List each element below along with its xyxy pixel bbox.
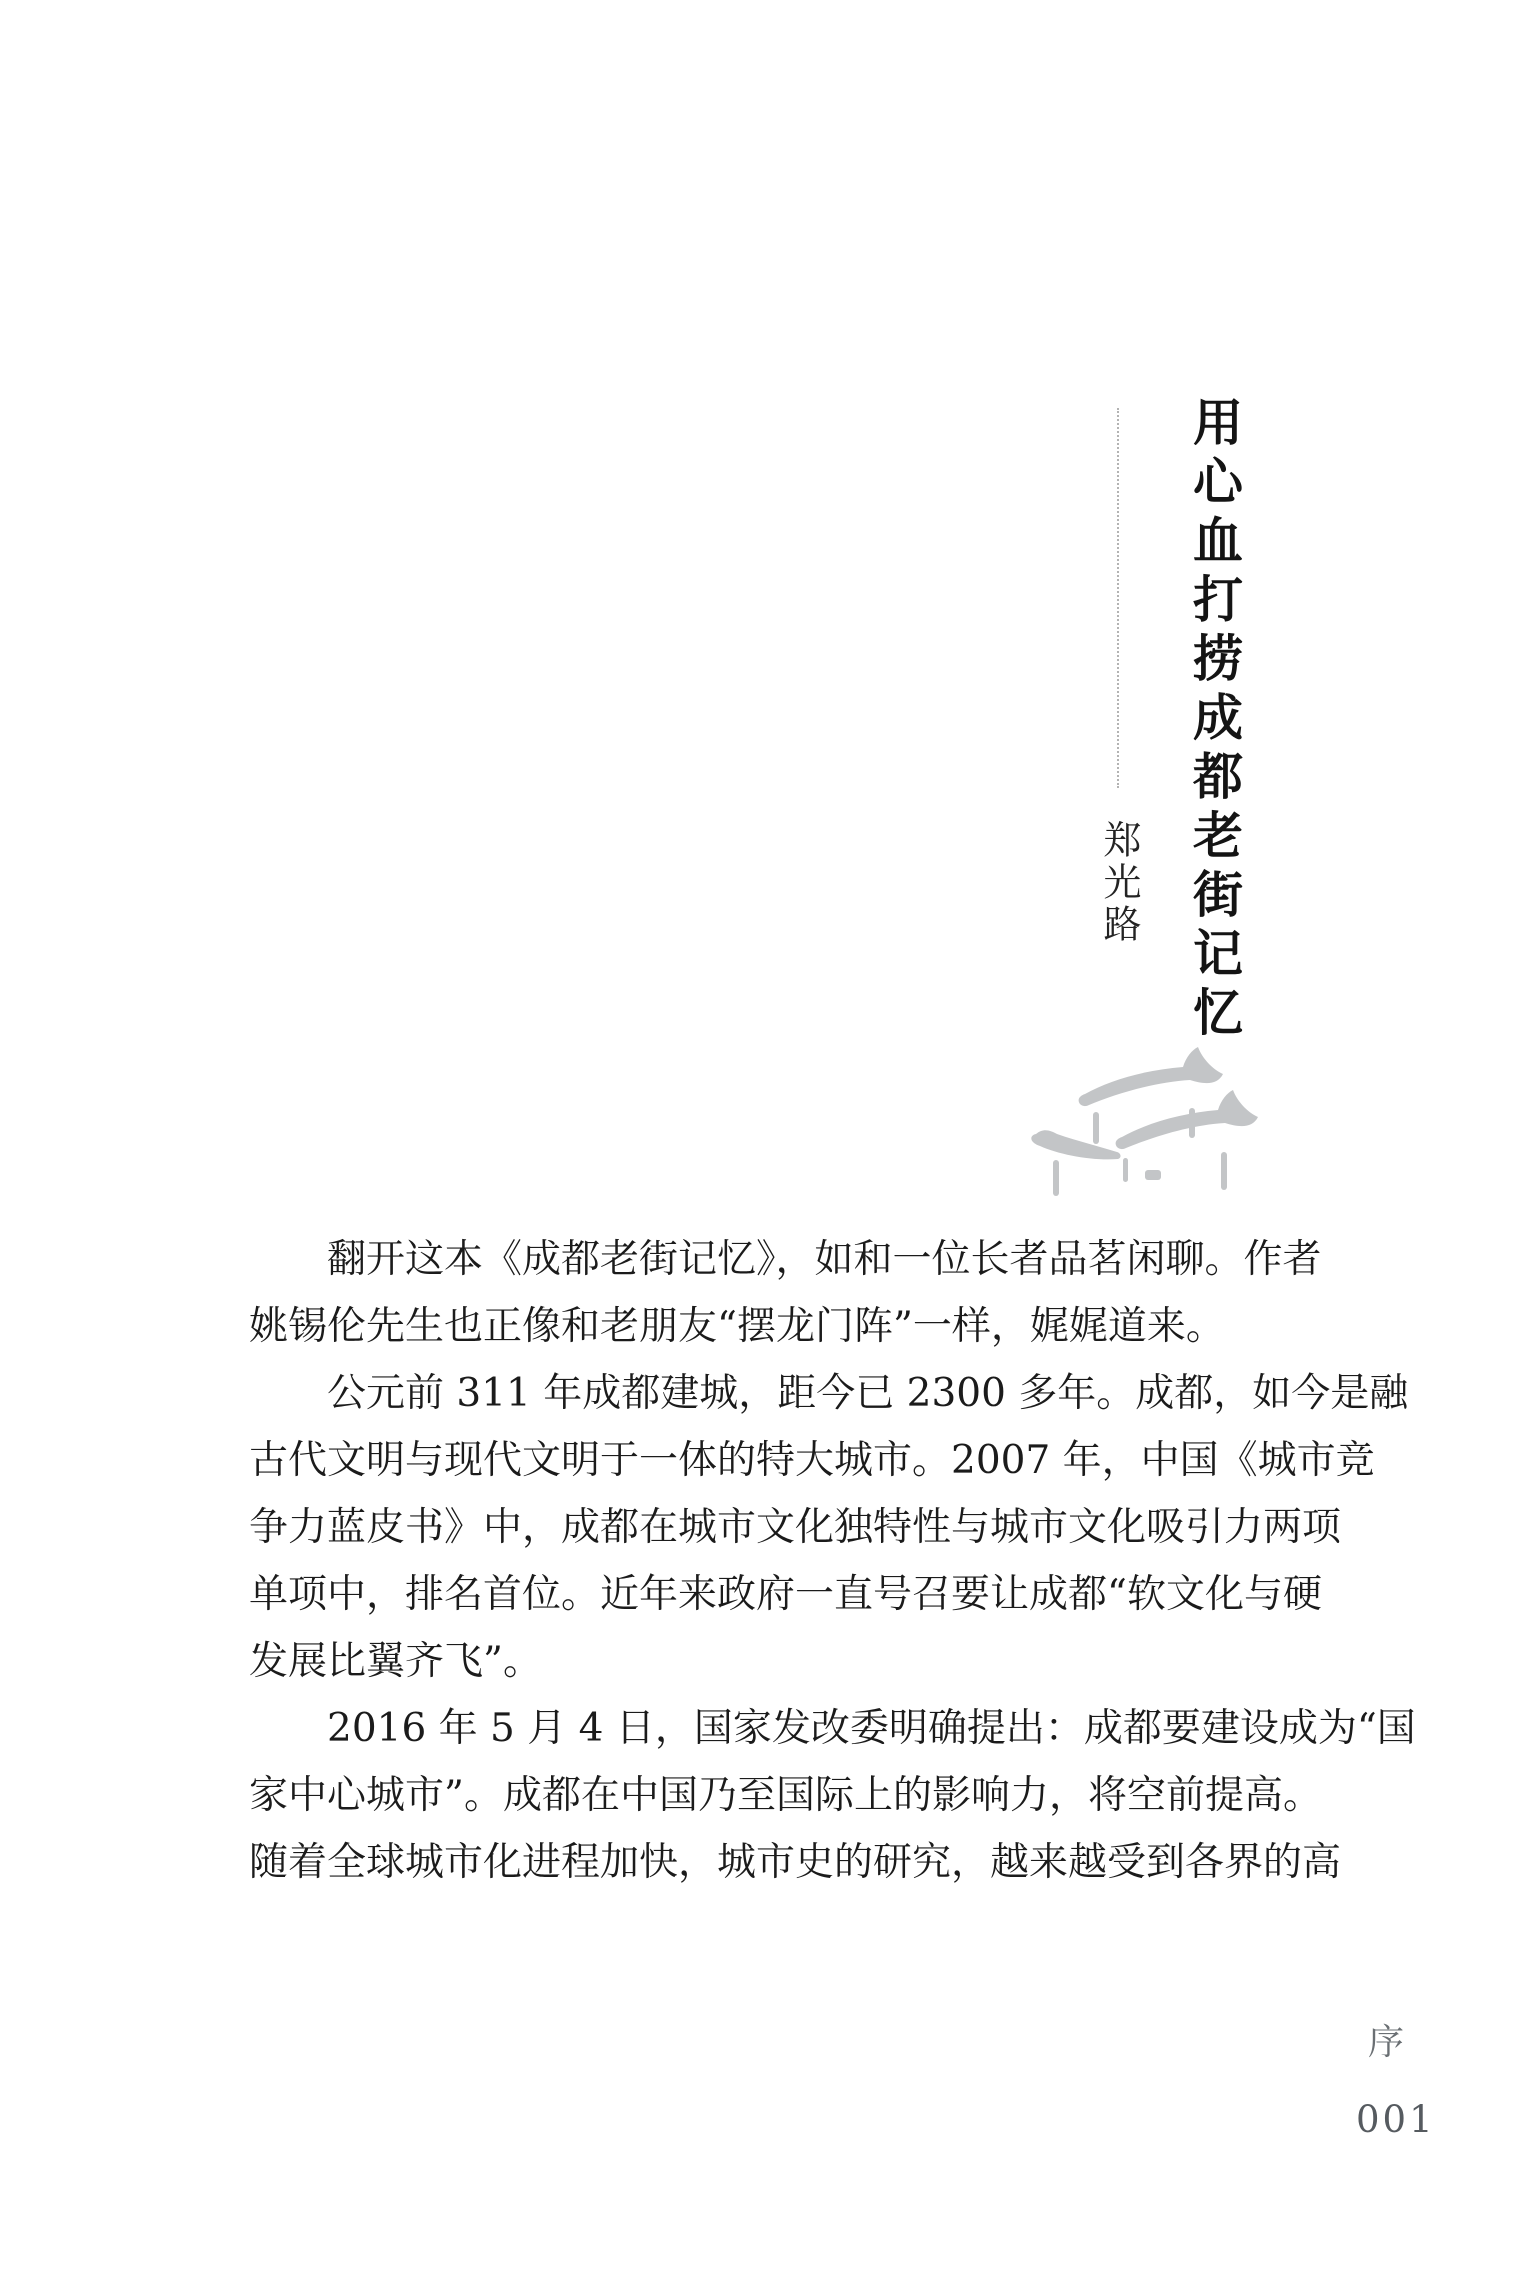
body-line: 单项中，排名首位。近年来政府一直号召要让成都“软文化与硬 bbox=[249, 1572, 1322, 1617]
body-line: 2016 年 5 月 4 日，国家发改委明确提出：成都要建设成为“国 bbox=[327, 1706, 1416, 1751]
dotted-rule-divider bbox=[1117, 408, 1119, 788]
page-title-vertical: 用心血打捞成都老街记忆 bbox=[1185, 396, 1244, 1045]
body-line: 家中心城市”。成都在中国乃至国际上的影响力，将空前提高。 bbox=[249, 1773, 1322, 1818]
body-line: 发展比翼齐飞”。 bbox=[249, 1639, 542, 1684]
body-line: 公元前 311 年成都建城，距今已 2300 多年。成都，如今是融 bbox=[327, 1371, 1409, 1416]
body-line: 翻开这本《成都老街记忆》，如和一位长者品茗闲聊。作者 bbox=[327, 1237, 1322, 1282]
body-line: 古代文明与现代文明于一体的特大城市。2007 年，中国《城市竞 bbox=[249, 1438, 1375, 1483]
body-text bbox=[249, 1226, 1416, 1896]
pavilion-roof-icon bbox=[1005, 1042, 1275, 1197]
body-line: 姚锡伦先生也正像和老朋友“摆龙门阵”一样，娓娓道来。 bbox=[249, 1304, 1225, 1349]
section-label: 序 bbox=[1368, 2022, 1405, 2063]
body-line: 争力蓝皮书》中，成都在城市文化独特性与城市文化吸引力两项 bbox=[249, 1505, 1342, 1550]
body-line: 随着全球城市化进程加快，城市史的研究，越来越受到各界的高 bbox=[249, 1840, 1342, 1885]
page-number: 001 bbox=[1356, 2098, 1436, 2141]
author-name: 郑光路 bbox=[1097, 820, 1141, 946]
